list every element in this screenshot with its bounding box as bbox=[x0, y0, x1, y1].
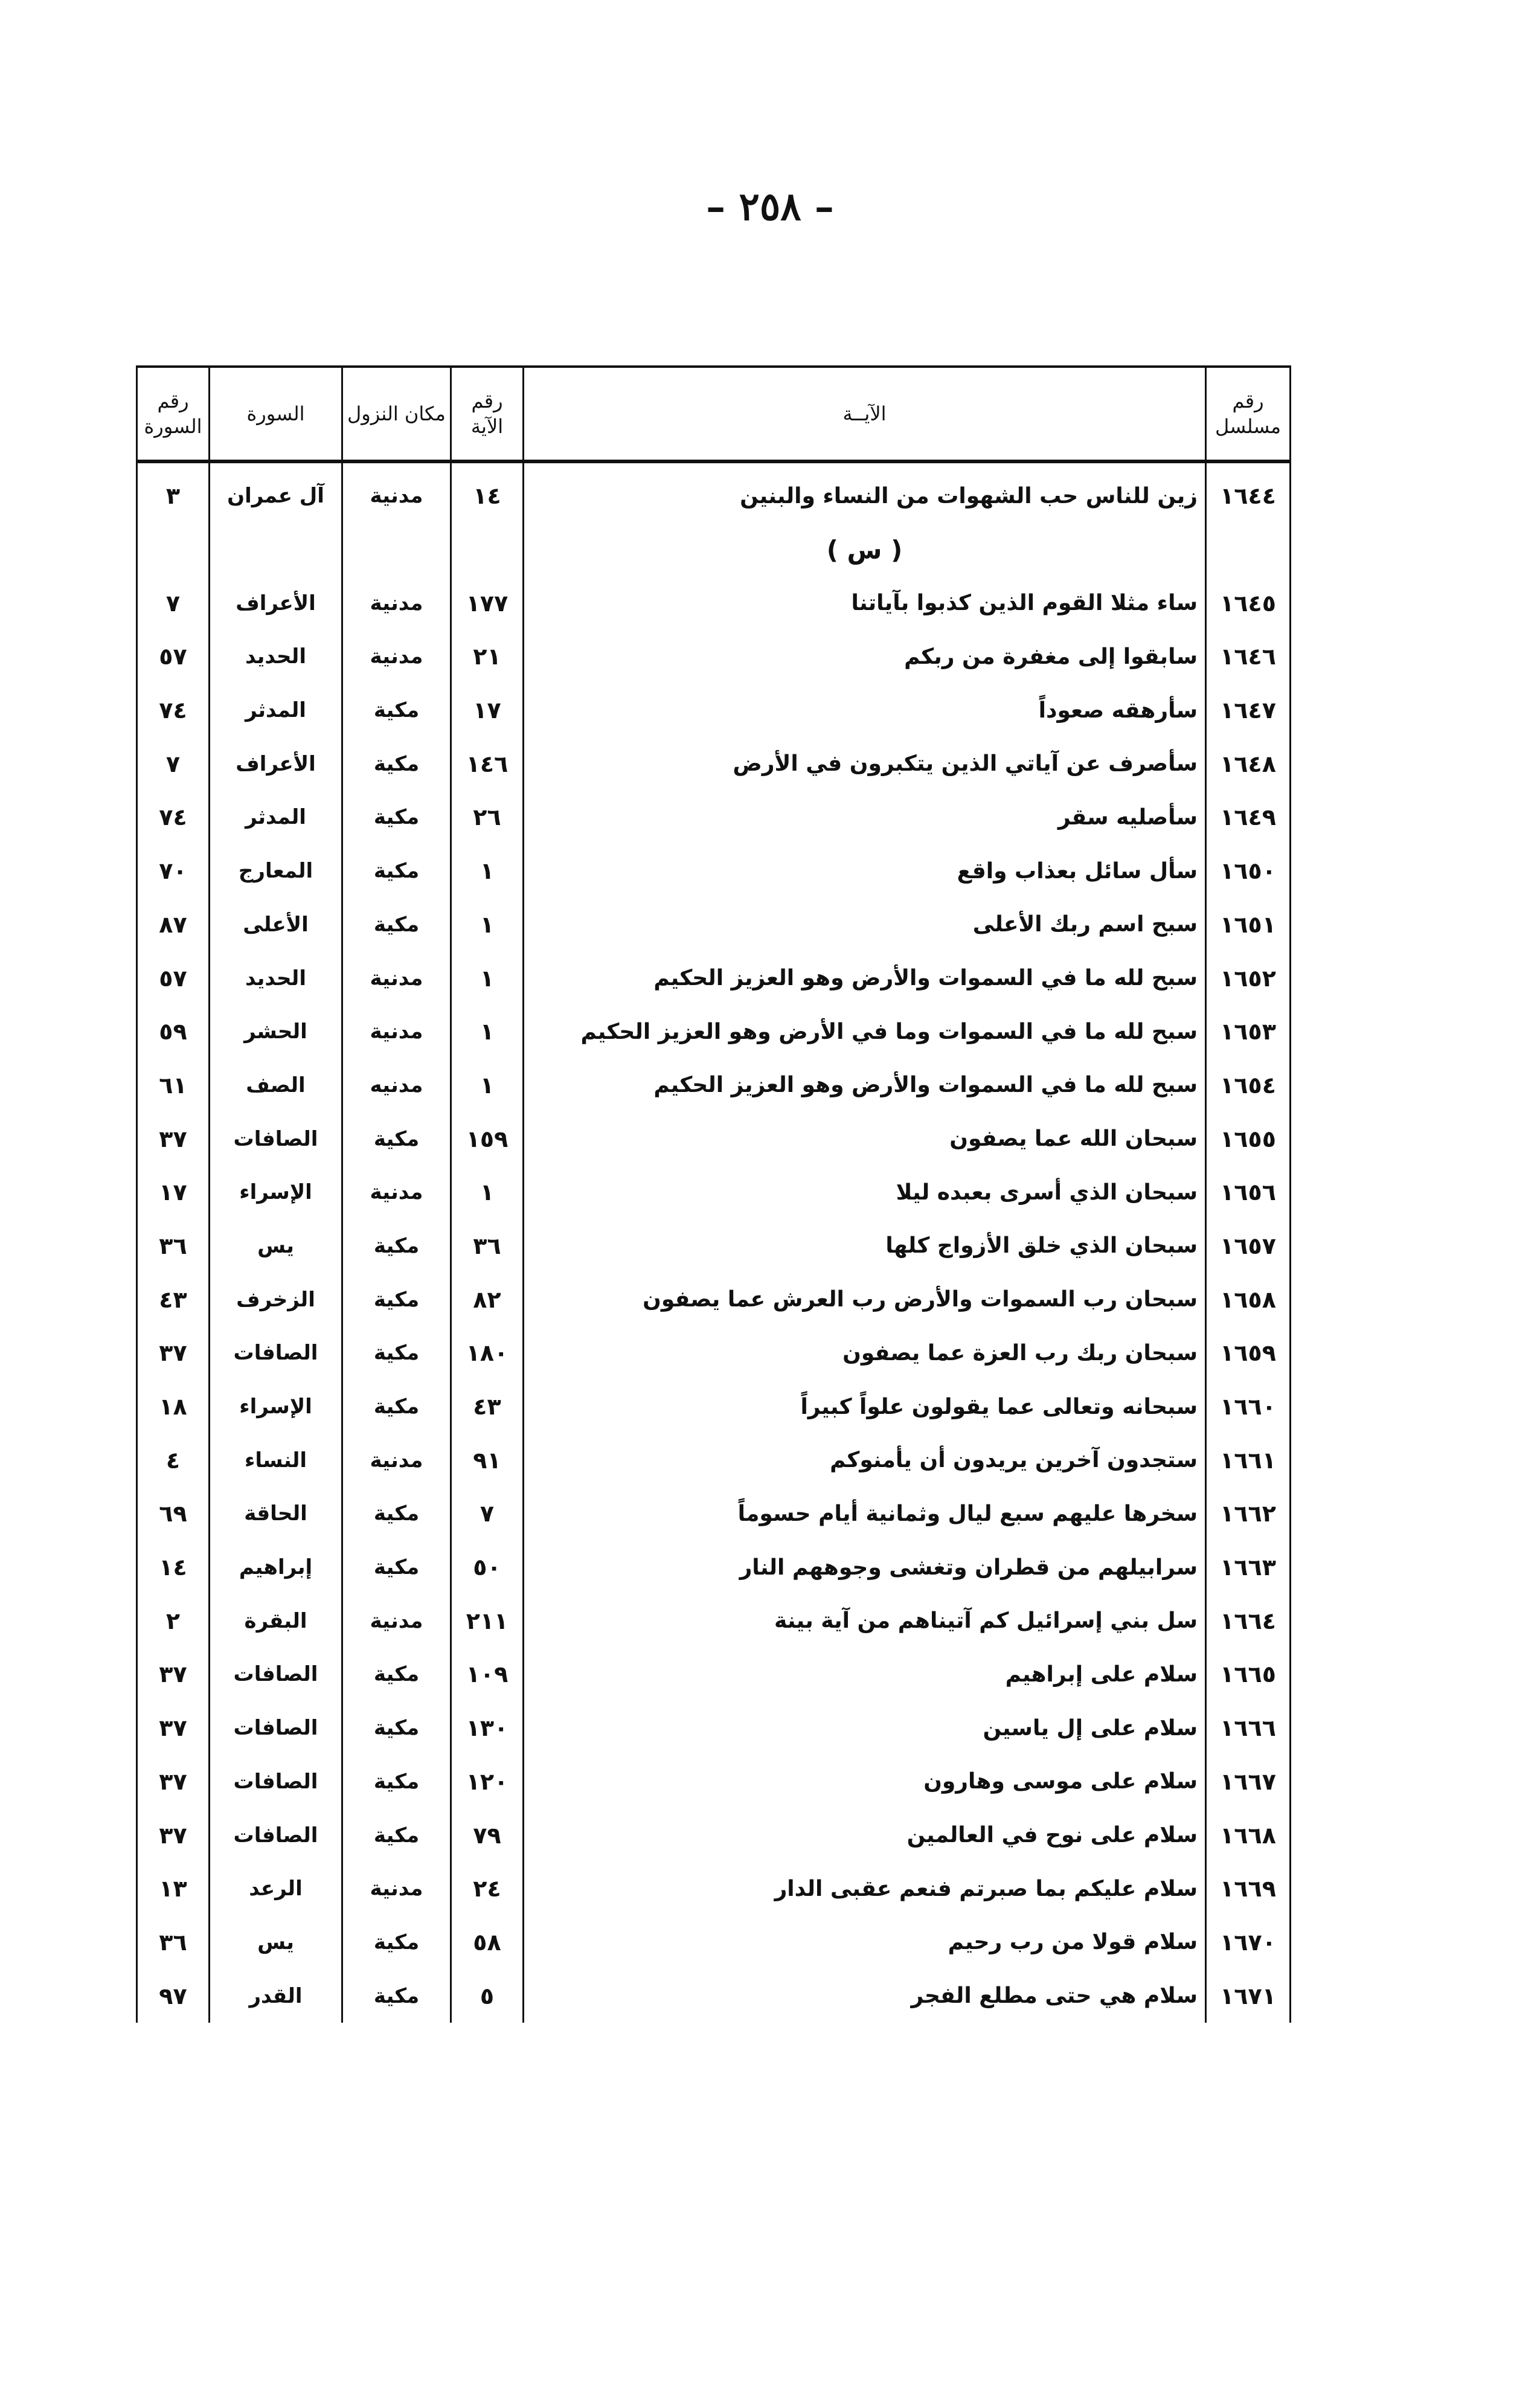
cell-ayah-number: ٧ bbox=[451, 1487, 524, 1541]
cell-surah-number: ٣٧ bbox=[137, 1648, 210, 1701]
cell-ayah-number: ١٤ bbox=[451, 461, 524, 523]
table-header bbox=[137, 367, 1291, 461]
cell-serial: ١٦٥٢ bbox=[1206, 951, 1291, 1005]
cell-revelation-place: مكية bbox=[342, 1219, 451, 1273]
cell-ayah: سلام على إل ياسين bbox=[524, 1701, 1206, 1755]
cell-revelation-place: مدنية bbox=[342, 951, 451, 1005]
table-row bbox=[137, 1808, 1291, 1862]
cell-surah: يس bbox=[210, 1219, 342, 1273]
cell-ayah: سلام على نوح في العالمين bbox=[524, 1808, 1206, 1862]
cell-ayah: سل بني إسرائيل كم آتيناهم من آية بينة bbox=[524, 1594, 1206, 1648]
cell-surah: الصافات bbox=[210, 1701, 342, 1755]
table-row bbox=[137, 1380, 1291, 1434]
cell-surah: الصافات bbox=[210, 1648, 342, 1701]
cell-serial: ١٦٧٠ bbox=[1206, 1916, 1291, 1970]
cell-revelation-place: مدنية bbox=[342, 630, 451, 684]
cell-revelation-place: مكية bbox=[342, 1380, 451, 1434]
cell-surah-number: ٣٧ bbox=[137, 1701, 210, 1755]
cell-ayah: سلام عليكم بما صبرتم فنعم عقبى الدار bbox=[524, 1862, 1206, 1916]
cell-revelation-place: مكية bbox=[342, 1648, 451, 1701]
cell-serial: ١٦٥٩ bbox=[1206, 1326, 1291, 1380]
cell-surah: الأعلى bbox=[210, 898, 342, 952]
header-ayah: الآيــة bbox=[524, 367, 1206, 461]
cell-surah-number: ٣٦ bbox=[137, 1219, 210, 1273]
table-row bbox=[137, 1326, 1291, 1380]
table-row bbox=[137, 951, 1291, 1005]
cell-ayah: ستجدون آخرين يريدون أن يأمنوكم bbox=[524, 1433, 1206, 1487]
cell-revelation-place: مكية bbox=[342, 844, 451, 898]
cell-serial: ١٦٦٥ bbox=[1206, 1648, 1291, 1701]
cell-serial: ١٦٦٢ bbox=[1206, 1487, 1291, 1541]
cell-surah: النساء bbox=[210, 1433, 342, 1487]
cell-surah: الأعراف bbox=[210, 576, 342, 630]
cell-ayah: سأصليه سقر bbox=[524, 791, 1206, 844]
cell-surah-number: ٣٧ bbox=[137, 1755, 210, 1809]
cell-surah-number: ٦٩ bbox=[137, 1487, 210, 1541]
cell-empty bbox=[342, 523, 451, 577]
cell-serial: ١٦٥٥ bbox=[1206, 1112, 1291, 1166]
table-row bbox=[137, 461, 1291, 523]
cell-surah-number: ٣٧ bbox=[137, 1112, 210, 1166]
cell-surah: الحديد bbox=[210, 951, 342, 1005]
cell-serial: ١٦٦٤ bbox=[1206, 1594, 1291, 1648]
cell-serial: ١٦٥٧ bbox=[1206, 1219, 1291, 1273]
cell-surah: الإسراء bbox=[210, 1380, 342, 1434]
table-row bbox=[137, 1487, 1291, 1541]
cell-ayah: سلام على إبراهيم bbox=[524, 1648, 1206, 1701]
cell-serial: ١٦٥٨ bbox=[1206, 1273, 1291, 1326]
index-table-wrapper bbox=[136, 365, 1289, 2023]
cell-ayah-number: ١ bbox=[451, 844, 524, 898]
cell-serial: ١٦٤٦ bbox=[1206, 630, 1291, 684]
header-serial: رقم مسلسل bbox=[1206, 367, 1291, 461]
cell-surah-number: ٥٩ bbox=[137, 1005, 210, 1059]
table-row bbox=[137, 737, 1291, 791]
cell-revelation-place: مكية bbox=[342, 898, 451, 952]
cell-serial: ١٦٤٤ bbox=[1206, 461, 1291, 523]
cell-ayah-number: ٨٢ bbox=[451, 1273, 524, 1326]
cell-revelation-place: مكية bbox=[342, 1487, 451, 1541]
cell-serial: ١٦٤٩ bbox=[1206, 791, 1291, 844]
cell-surah: المعارج bbox=[210, 844, 342, 898]
cell-revelation-place: مدنية bbox=[342, 461, 451, 523]
table-row bbox=[137, 1648, 1291, 1701]
cell-surah-number: ١٧ bbox=[137, 1166, 210, 1219]
cell-ayah-number: ٥٠ bbox=[451, 1541, 524, 1594]
cell-revelation-place: مدنية bbox=[342, 1594, 451, 1648]
cell-empty bbox=[1206, 523, 1291, 577]
cell-empty bbox=[137, 523, 210, 577]
cell-revelation-place: مكية bbox=[342, 1808, 451, 1862]
cell-surah-number: ٨٧ bbox=[137, 898, 210, 952]
cell-ayah-number: ٣٦ bbox=[451, 1219, 524, 1273]
cell-surah-number: ٧ bbox=[137, 576, 210, 630]
cell-ayah-number: ١ bbox=[451, 1166, 524, 1219]
cell-ayah-number: ٤٣ bbox=[451, 1380, 524, 1434]
cell-surah-number: ٧٠ bbox=[137, 844, 210, 898]
cell-surah-number: ٢ bbox=[137, 1594, 210, 1648]
section-letter: ( س ) bbox=[524, 523, 1206, 577]
cell-empty bbox=[451, 523, 524, 577]
cell-surah-number: ٧٤ bbox=[137, 684, 210, 737]
cell-ayah: سأصرف عن آياتي الذين يتكبرون في الأرض bbox=[524, 737, 1206, 791]
cell-ayah-number: ٢١ bbox=[451, 630, 524, 684]
cell-surah-number: ٤ bbox=[137, 1433, 210, 1487]
cell-revelation-place: مدنية bbox=[342, 576, 451, 630]
header-surah: السورة bbox=[210, 367, 342, 461]
cell-surah-number: ١٣ bbox=[137, 1862, 210, 1916]
cell-ayah-number: ٢٤ bbox=[451, 1862, 524, 1916]
cell-surah: الصف bbox=[210, 1059, 342, 1113]
table-row bbox=[137, 1916, 1291, 1970]
cell-surah: إبراهيم bbox=[210, 1541, 342, 1594]
cell-serial: ١٦٤٨ bbox=[1206, 737, 1291, 791]
cell-ayah: سبحان الله عما يصفون bbox=[524, 1112, 1206, 1166]
table-row bbox=[137, 1005, 1291, 1059]
cell-ayah: سخرها عليهم سبع ليال وثمانية أيام حسوماً bbox=[524, 1487, 1206, 1541]
cell-revelation-place: مدنية bbox=[342, 1433, 451, 1487]
cell-surah: الصافات bbox=[210, 1755, 342, 1809]
cell-surah-number: ٧٤ bbox=[137, 791, 210, 844]
cell-serial: ١٦٦٩ bbox=[1206, 1862, 1291, 1916]
cell-empty bbox=[210, 523, 342, 577]
table-row bbox=[137, 898, 1291, 952]
cell-ayah: سبحان ربك رب العزة عما يصفون bbox=[524, 1326, 1206, 1380]
cell-ayah: سرابيلهم من قطران وتغشى وجوههم النار bbox=[524, 1541, 1206, 1594]
cell-serial: ١٦٥٠ bbox=[1206, 844, 1291, 898]
verse-index-table bbox=[136, 365, 1291, 2023]
cell-revelation-place: مكية bbox=[342, 1273, 451, 1326]
table-row bbox=[137, 1701, 1291, 1755]
cell-surah: المدثر bbox=[210, 791, 342, 844]
cell-surah: الحشر bbox=[210, 1005, 342, 1059]
table-row bbox=[137, 1112, 1291, 1166]
cell-ayah: سبح اسم ربك الأعلى bbox=[524, 898, 1206, 952]
cell-ayah-number: ١٢٠ bbox=[451, 1755, 524, 1809]
cell-ayah-number: ١٧٧ bbox=[451, 576, 524, 630]
cell-surah: يس bbox=[210, 1916, 342, 1970]
cell-revelation-place: مكية bbox=[342, 1916, 451, 1970]
cell-ayah-number: ١٨٠ bbox=[451, 1326, 524, 1380]
cell-ayah-number: ١ bbox=[451, 951, 524, 1005]
cell-surah: الزخرف bbox=[210, 1273, 342, 1326]
cell-surah-number: ١٨ bbox=[137, 1380, 210, 1434]
cell-surah-number: ٣٧ bbox=[137, 1326, 210, 1380]
cell-serial: ١٦٦٦ bbox=[1206, 1701, 1291, 1755]
cell-revelation-place: مدنيه bbox=[342, 1059, 451, 1113]
table-row bbox=[137, 1273, 1291, 1326]
cell-ayah-number: ٩١ bbox=[451, 1433, 524, 1487]
cell-serial: ١٦٤٥ bbox=[1206, 576, 1291, 630]
cell-serial: ١٦٦١ bbox=[1206, 1433, 1291, 1487]
cell-revelation-place: مدنية bbox=[342, 1862, 451, 1916]
cell-surah: آل عمران bbox=[210, 461, 342, 523]
cell-surah: الإسراء bbox=[210, 1166, 342, 1219]
cell-revelation-place: مدنية bbox=[342, 1166, 451, 1219]
cell-surah-number: ٦١ bbox=[137, 1059, 210, 1113]
table-body bbox=[137, 461, 1291, 2023]
cell-ayah-number: ١٣٠ bbox=[451, 1701, 524, 1755]
cell-ayah: سبحانه وتعالى عما يقولون علواً كبيراً bbox=[524, 1380, 1206, 1434]
cell-serial: ١٦٧١ bbox=[1206, 1969, 1291, 2023]
header-revelation-place: مكان النزول bbox=[342, 367, 451, 461]
cell-ayah: سبح لله ما في السموات والأرض وهو العزيز الحكيم bbox=[524, 951, 1206, 1005]
cell-surah: الصافات bbox=[210, 1112, 342, 1166]
cell-surah: البقرة bbox=[210, 1594, 342, 1648]
cell-ayah-number: ١٥٩ bbox=[451, 1112, 524, 1166]
page-number: – ٢٥٨ – bbox=[706, 184, 834, 230]
cell-serial: ١٦٥٤ bbox=[1206, 1059, 1291, 1113]
cell-serial: ١٦٦٠ bbox=[1206, 1380, 1291, 1434]
table-row bbox=[137, 791, 1291, 844]
cell-revelation-place: مكية bbox=[342, 1541, 451, 1594]
cell-surah-number: ٥٧ bbox=[137, 630, 210, 684]
cell-serial: ١٦٥٣ bbox=[1206, 1005, 1291, 1059]
cell-ayah: سلام هي حتى مطلع الفجر bbox=[524, 1969, 1206, 2023]
cell-revelation-place: مكية bbox=[342, 1969, 451, 2023]
cell-revelation-place: مكية bbox=[342, 1112, 451, 1166]
cell-revelation-place: مكية bbox=[342, 1755, 451, 1809]
cell-ayah: سبحان رب السموات والأرض رب العرش عما يصفون bbox=[524, 1273, 1206, 1326]
cell-ayah: زين للناس حب الشهوات من النساء والبنين bbox=[524, 461, 1206, 523]
cell-revelation-place: مكية bbox=[342, 684, 451, 737]
cell-revelation-place: مكية bbox=[342, 1701, 451, 1755]
cell-surah: الصافات bbox=[210, 1808, 342, 1862]
cell-ayah-number: ١ bbox=[451, 1005, 524, 1059]
table-row bbox=[137, 1755, 1291, 1809]
section-heading-row bbox=[137, 523, 1291, 577]
cell-ayah-number: ١٠٩ bbox=[451, 1648, 524, 1701]
cell-ayah: سابقوا إلى مغفرة من ربكم bbox=[524, 630, 1206, 684]
cell-ayah-number: ٧٩ bbox=[451, 1808, 524, 1862]
cell-surah: الحاقة bbox=[210, 1487, 342, 1541]
table-row bbox=[137, 1969, 1291, 2023]
table-row bbox=[137, 630, 1291, 684]
cell-ayah: سبح لله ما في السموات والأرض وهو العزيز الحكيم bbox=[524, 1059, 1206, 1113]
cell-serial: ١٦٥٦ bbox=[1206, 1166, 1291, 1219]
cell-serial: ١٦٥١ bbox=[1206, 898, 1291, 952]
cell-ayah: سأرهقه صعوداً bbox=[524, 684, 1206, 737]
cell-serial: ١٦٤٧ bbox=[1206, 684, 1291, 737]
cell-surah: الأعراف bbox=[210, 737, 342, 791]
cell-surah-number: ٩٧ bbox=[137, 1969, 210, 2023]
cell-ayah-number: ٥ bbox=[451, 1969, 524, 2023]
cell-ayah: سبحان الذي أسرى بعبده ليلا bbox=[524, 1166, 1206, 1219]
cell-surah-number: ٥٧ bbox=[137, 951, 210, 1005]
cell-surah-number: ٣٧ bbox=[137, 1808, 210, 1862]
table-row bbox=[137, 684, 1291, 737]
cell-surah-number: ٣٦ bbox=[137, 1916, 210, 1970]
cell-ayah-number: ١ bbox=[451, 898, 524, 952]
cell-revelation-place: مكية bbox=[342, 737, 451, 791]
cell-surah-number: ٤٣ bbox=[137, 1273, 210, 1326]
cell-surah: المدثر bbox=[210, 684, 342, 737]
header-surah-number: رقم السورة bbox=[137, 367, 210, 461]
cell-ayah-number: ٢٦ bbox=[451, 791, 524, 844]
cell-serial: ١٦٦٧ bbox=[1206, 1755, 1291, 1809]
cell-revelation-place: مكية bbox=[342, 791, 451, 844]
cell-surah: الصافات bbox=[210, 1326, 342, 1380]
cell-ayah: ساء مثلا القوم الذين كذبوا بآياتنا bbox=[524, 576, 1206, 630]
table-row bbox=[137, 1541, 1291, 1594]
cell-surah-number: ٧ bbox=[137, 737, 210, 791]
cell-ayah-number: ٥٨ bbox=[451, 1916, 524, 1970]
cell-surah: القدر bbox=[210, 1969, 342, 2023]
cell-ayah: سلام قولا من رب رحيم bbox=[524, 1916, 1206, 1970]
table-row bbox=[137, 1219, 1291, 1273]
cell-revelation-place: مكية bbox=[342, 1326, 451, 1380]
cell-surah: الحديد bbox=[210, 630, 342, 684]
cell-surah-number: ٣ bbox=[137, 461, 210, 523]
cell-serial: ١٦٦٨ bbox=[1206, 1808, 1291, 1862]
cell-revelation-place: مدنية bbox=[342, 1005, 451, 1059]
cell-ayah-number: ١٧ bbox=[451, 684, 524, 737]
cell-surah: الرعد bbox=[210, 1862, 342, 1916]
cell-ayah: سلام على موسى وهارون bbox=[524, 1755, 1206, 1809]
header-ayah-number: رقم الآية bbox=[451, 367, 524, 461]
cell-surah-number: ١٤ bbox=[137, 1541, 210, 1594]
table-row bbox=[137, 844, 1291, 898]
cell-serial: ١٦٦٣ bbox=[1206, 1541, 1291, 1594]
table-row bbox=[137, 576, 1291, 630]
table-row bbox=[137, 1862, 1291, 1916]
cell-ayah: سبحان الذي خلق الأزواج كلها bbox=[524, 1219, 1206, 1273]
table-row bbox=[137, 1594, 1291, 1648]
cell-ayah: سبح لله ما في السموات وما في الأرض وهو العزيز الحكيم bbox=[524, 1005, 1206, 1059]
table-row bbox=[137, 1433, 1291, 1487]
table-row bbox=[137, 1166, 1291, 1219]
table-row bbox=[137, 1059, 1291, 1113]
cell-ayah-number: ٢١١ bbox=[451, 1594, 524, 1648]
header-row bbox=[137, 367, 1291, 461]
cell-ayah: سأل سائل بعذاب واقع bbox=[524, 844, 1206, 898]
cell-ayah-number: ١ bbox=[451, 1059, 524, 1113]
cell-ayah-number: ١٤٦ bbox=[451, 737, 524, 791]
